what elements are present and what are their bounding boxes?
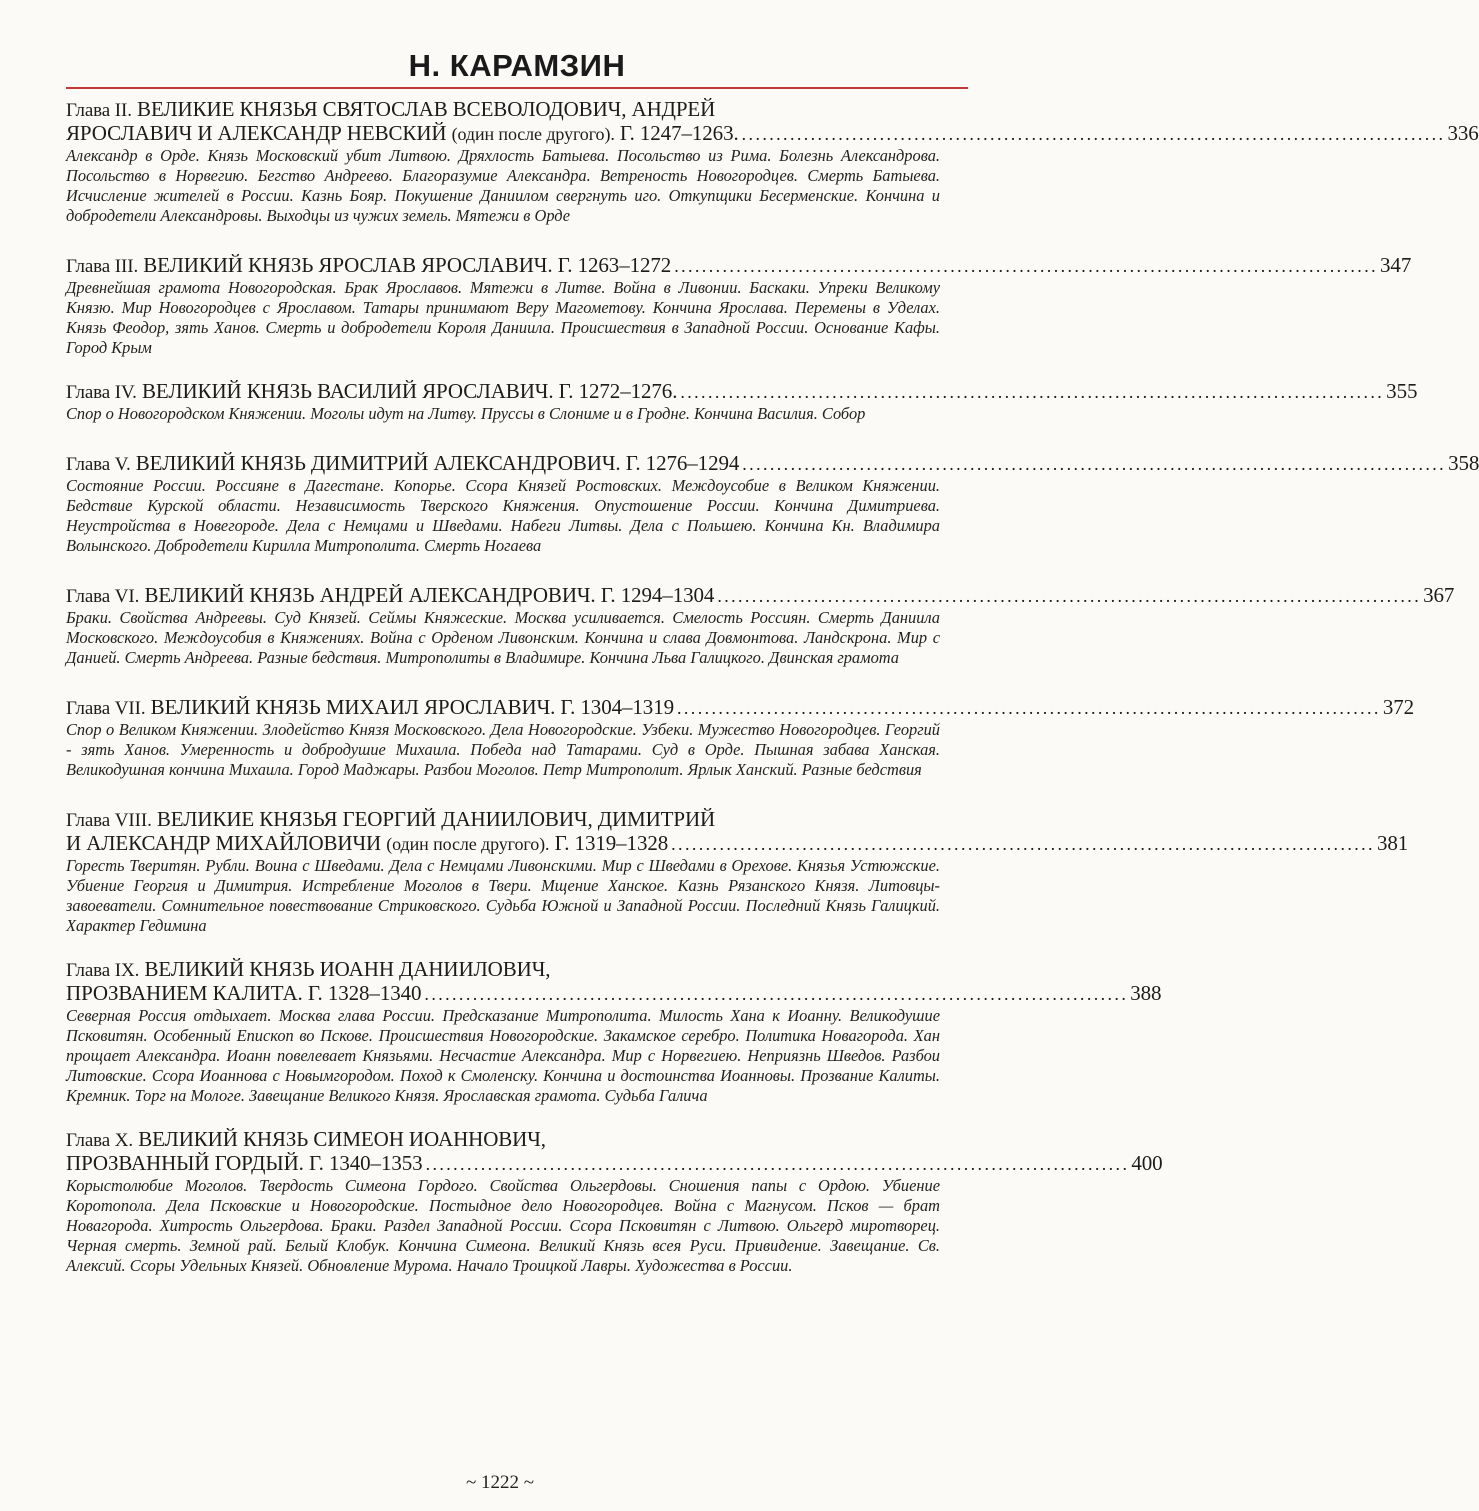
chapter-title-line2: ПРОЗВАННЫЙ ГОРДЫЙ. Г. 1340–1353 xyxy=(66,1151,423,1175)
chapter-summary: Горесть Тверитян. Рубли. Воина с Шведами. Дела с Немцами Ливонскими. Мир с Шведами в Орехове. Князья Устюжские. Убиение Георгия и Димитрия. Истребление Моголов в Твери. Мщение Ханское. Казнь Рязанского Князя. Литовцы-завоеватели. Сомнительное повествование Стриковского. Судьба Южной и Западной России. Последний Князь Галицкий. Характер Гедимина xyxy=(66,856,940,935)
page-number: 336 xyxy=(1447,121,1479,145)
chapter-summary: Корыстолюбие Моголов. Твердость Симеона Гордого. Свойства Ольгердовы. Сношения папы с Ордою. Убиение Коротопола. Дела Псковские и Новогородские. Постыдное дело Новогородцев. Война с Магнусом. Псков — брат Новагорода. Хитрость Ольгердова. Браки. Раздел Западной России. Ссора Псковитян с Литвою. Ольгерд миротворец. Черная смерть. Земной рай. Белый Клобук. Кончина Симеона. Великий Князь всея Руси. Привидение. Завещание. Св. Алексий. Ссоры Удельных Князей. Обновление Мурома. Начало Троицкой Лавры. Художества в России. xyxy=(66,1176,940,1275)
page-number: 367 xyxy=(1423,583,1455,607)
dot-leader: ...................................................................................................... xyxy=(677,698,1381,718)
toc-entry-chapter-9 xyxy=(66,957,1162,1106)
chapter-label: Глава X. xyxy=(66,1130,134,1151)
dot-leader: ...................................................................................................... xyxy=(674,256,1379,276)
folio-page-number: ~ 1222 ~ xyxy=(465,1472,535,1493)
page-number: 358 xyxy=(1448,451,1479,475)
chapter-label: Глава II. xyxy=(66,100,132,121)
page-number: 388 xyxy=(1130,981,1162,1005)
chapter-title: ВЕЛИКИЙ КНЯЗЬ МИХАИЛ ЯРОСЛАВИЧ. Г. 1304–1319 xyxy=(150,695,674,719)
dot-leader: ...................................................................................................... xyxy=(742,454,1447,474)
chapter-heading xyxy=(66,583,1455,608)
chapter-summary: Состояние России. Россияне в Дагестане. Копорье. Ссора Князей Ростовских. Междоусобие в Великом Княжении. Бедствие Курской области. Независимость Тверского Княжения. Опустошение России. Кончина Димитриева. Неустройства в Новегороде. Дела с Немцами и Шведами. Набеги Литвы. Дела с Польшею. Кончина Кн. Владимира Волынского. Добродетели Кирилла Митрополита. Смерть Ногаева xyxy=(66,476,940,555)
chapter-heading xyxy=(66,451,1479,476)
page-number: 347 xyxy=(1380,253,1412,277)
chapter-heading xyxy=(66,957,1162,1006)
toc-entry-chapter-7 xyxy=(66,695,1415,780)
chapter-title-line2: ЯРОСЛАВИЧ И АЛЕКСАНДР НЕВСКИЙ xyxy=(66,121,447,145)
dot-leader: ...................................................................................................... xyxy=(671,834,1375,854)
chapter-summary: Северная Россия отдыхает. Москва глава России. Предсказание Митрополита. Милость Хана к Иоанну. Великодушие Псковитян. Особенный Епископ во Пскове. Происшествия Новогородские. Закамское серебро. Политика Новагорода. Хан прощает Александра. Иоанн повелевает Князьями. Несчастие Александра. Мир с Норвегиею. Неприязнь Шведов. Разбои Литовские. Ссора Иоаннова с Новымгородом. Поход к Смоленску. Кончина и достоинства Иоанновы. Прозвание Калиты. Кремник. Торг на Мологе. Завещание Великого Князя. Ярославская грамота. Судьба Галича xyxy=(66,1006,940,1105)
chapter-years: Г. 1319–1328 xyxy=(554,831,669,855)
toc-entry-chapter-3 xyxy=(66,253,1412,358)
chapter-title-line1: ВЕЛИКИЙ КНЯЗЬ ИОАНН ДАНИИЛОВИЧ, xyxy=(144,957,551,981)
chapter-title: ВЕЛИКИЙ КНЯЗЬ ЯРОСЛАВ ЯРОСЛАВИЧ. Г. 1263–1272 xyxy=(143,253,672,277)
header-rule xyxy=(66,87,968,89)
page-number: 372 xyxy=(1382,695,1415,719)
toc-entry-chapter-5 xyxy=(66,451,1479,556)
toc-entry-chapter-6 xyxy=(66,583,1455,668)
chapter-label: Глава VIII. xyxy=(66,810,152,831)
chapter-title: ВЕЛИКИЙ КНЯЗЬ АНДРЕЙ АЛЕКСАНДРОВИЧ. Г. 1294–1304 xyxy=(144,583,715,607)
chapter-heading xyxy=(66,379,1418,404)
toc-entry-chapter-4 xyxy=(66,379,1418,424)
chapter-heading xyxy=(66,1127,1163,1176)
dot-leader: ...................................................................................................... xyxy=(424,984,1129,1004)
chapter-label: Глава VI. xyxy=(66,586,140,607)
chapter-summary: Браки. Свойства Андреевы. Суд Князей. Сеймы Княжеские. Москва усиливается. Смелость Россиян. Смерть Даниила Московского. Междоусобия в Княжениях. Война с Орденом Ливонским. Кончина и слава Довмонтова. Ландскрона. Мир с Данией. Смерть Андреева. Разные бедствия. Митрополиты в Владимире. Кончина Льва Галицкого. Двинская грамота xyxy=(66,608,940,667)
chapter-title: ВЕЛИКИЙ КНЯЗЬ ВАСИЛИЙ ЯРОСЛАВИЧ. Г. 1272–1276. xyxy=(141,379,678,403)
page-number: 355 xyxy=(1386,379,1418,403)
chapter-heading xyxy=(66,97,1479,146)
chapter-summary: Древнейшая грамота Новогородская. Брак Ярославов. Мятежи в Литве. Война в Ливонии. Баскаки. Упреки Великому Князю. Мир Новогородцев с Ярославом. Татары принимают Веру Магометову. Кончина Ярослава. Перемены в Уделах. Князь Феодор, зять Ханов. Смерть и добродетели Короля Даниила. Происшествия в Западной России. Основание Кафы. Город Крым xyxy=(66,278,940,357)
chapter-summary: Спор о Великом Княжении. Злодейство Князя Московского. Дела Новогородские. Узбеки. Мужество Новогородцев. Георгий - зять Ханов. Умеренность и добродушие Михаила. Победа над Татарами. Суд в Орде. Пышная забава Ханская. Великодушная кончина Михаила. Город Маджары. Разбои Моголов. Петр Митрополит. Ярлык Ханский. Разные бедствия xyxy=(66,720,940,779)
chapter-title-line1: ВЕЛИКИЕ КНЯЗЬЯ ГЕОРГИЙ ДАНИИЛОВИЧ, ДИМИТРИЙ xyxy=(156,807,716,831)
chapter-label: Глава III. xyxy=(66,256,139,277)
toc-entry-chapter-2 xyxy=(66,97,1479,226)
page-header xyxy=(66,48,968,88)
chapter-years: Г. 1247–1263. xyxy=(619,121,739,145)
dot-leader: ...................................................................................................... xyxy=(425,1154,1130,1174)
chapter-heading xyxy=(66,695,1415,720)
chapter-label: Глава IX. xyxy=(66,960,140,981)
chapter-title-note: (один после другого). xyxy=(451,124,615,144)
dot-leader: ...................................................................................................... xyxy=(680,382,1385,402)
chapter-label: Глава VII. xyxy=(66,698,146,719)
toc-entry-chapter-8 xyxy=(66,807,1409,936)
chapter-label: Глава V. xyxy=(66,454,131,475)
chapter-title-note: (один после другого). xyxy=(386,834,550,854)
page-number: 381 xyxy=(1376,831,1409,855)
chapter-label: Глава IV. xyxy=(66,382,137,403)
toc-entry-chapter-10 xyxy=(66,1127,1163,1276)
author-title: Н. КАРАМЗИН xyxy=(408,48,626,83)
chapter-title-line2: ПРОЗВАНИЕМ КАЛИТА. Г. 1328–1340 xyxy=(66,981,422,1005)
page-number: 400 xyxy=(1131,1151,1163,1175)
chapter-summary: Александр в Орде. Князь Московский убит Литвою. Дряхлость Батыева. Посольство из Рима. Болезнь Александрова. Посольство в Норвегию. Бегство Андреево. Благоразумие Александра. Ветреность Новогородцев. Смерть Батыева. Исчисление жителей в России. Казнь Бояр. Покушение Даниилом свергнуть иго. Откупщики Бесерменские. Кончина и добродетели Александровы. Выходцы из чужих земель. Мятежи в Орде xyxy=(66,146,940,225)
chapter-heading xyxy=(66,807,1409,856)
dot-leader: ...................................................................................................... xyxy=(717,586,1422,606)
chapter-title-line1: ВЕЛИКИЕ КНЯЗЬЯ СВЯТОСЛАВ ВСЕВОЛОДОВИЧ, АНДРЕЙ xyxy=(137,97,716,121)
table-of-contents xyxy=(66,97,1479,1304)
chapter-title: ВЕЛИКИЙ КНЯЗЬ ДИМИТРИЙ АЛЕКСАНДРОВИЧ. Г. 1276–1294 xyxy=(135,451,740,475)
chapter-title-line2: И АЛЕКСАНДР МИХАЙЛОВИЧИ xyxy=(66,831,382,855)
chapter-summary: Спор о Новогородском Княжении. Моголы идут на Литву. Пруссы в Слониме и в Гродне. Кончина Василия. Собор xyxy=(66,404,866,423)
chapter-heading xyxy=(66,253,1412,278)
dot-leader: ...................................................................................................... xyxy=(741,124,1446,144)
chapter-title-line1: ВЕЛИКИЙ КНЯЗЬ СИМЕОН ИОАННОВИЧ, xyxy=(138,1127,546,1151)
